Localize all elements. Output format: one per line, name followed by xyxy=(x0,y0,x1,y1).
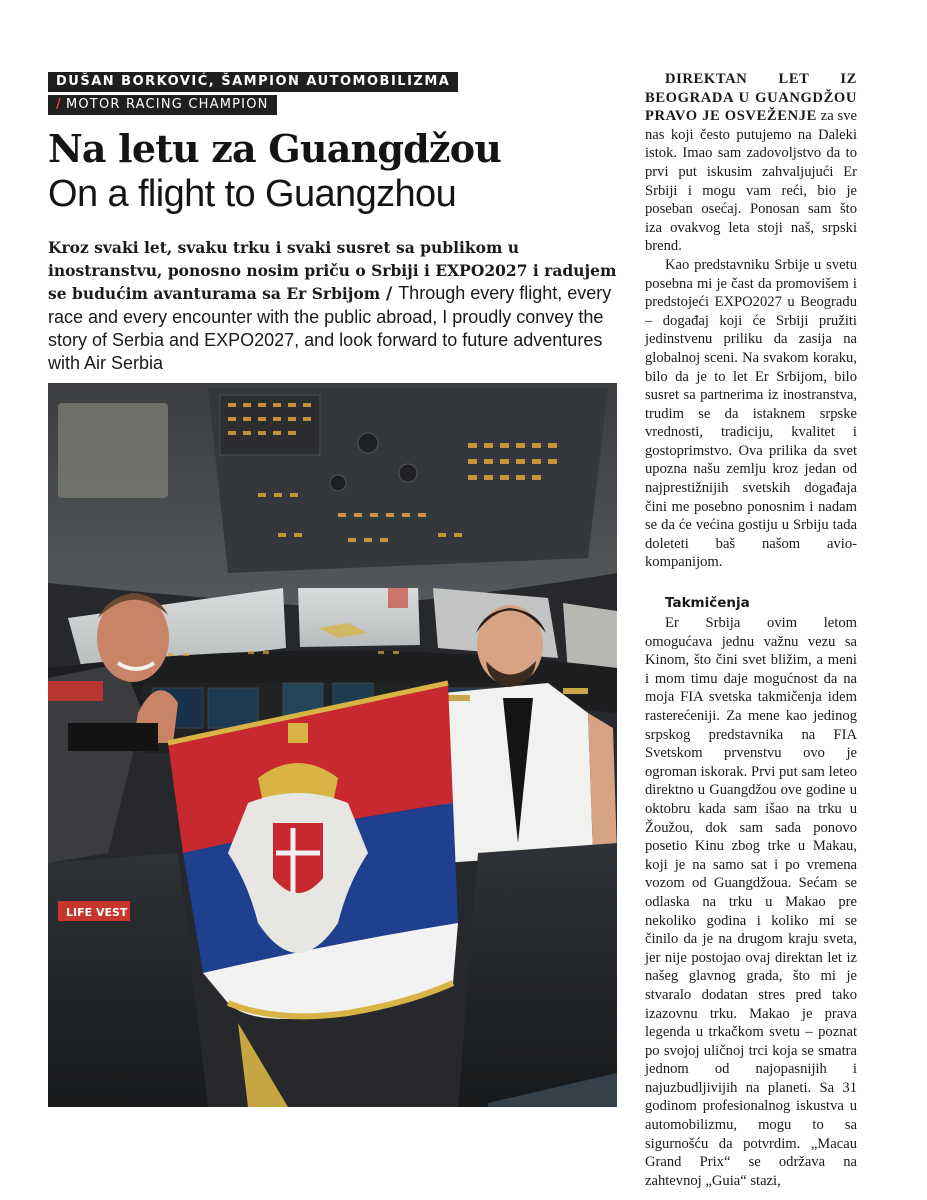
article-paragraph-1-text: za sve nas koji često putujemo na Daleki istok. Imao sam zadovoljstvo da to prvi put iskusim zahvaljujući Er Srbiji i mogu vam reći, bio je poseban osećaj. Ponosan sam što iza ovakvog leta stoji naš, srpski brend. xyxy=(645,108,857,255)
byline xyxy=(48,72,458,115)
cockpit-photo xyxy=(48,383,617,1107)
article-kicker: DIREKTAN LET IZ BEOGRADA U GUANGDŽOU PRAVO JE OSVEŽENJE xyxy=(645,71,857,125)
article-paragraph-3: Er Srbija ovim letom omogućava jednu važnu vezu sa Kinom, što čini svet bližim, a meni i mom timu daje mogućnost da na moja FIA svetska takmičenja idem rasterećeniji. Za mene kao jedinog srpskog predstavnika na FIA Svetskom prvenstvu ovo je ogroman iskorak. Prvi put sam leteo direktno u Guangdžou ove godine u oktobru kada sam išao na trku u Žoužou, dok sam sada ponovo posetio Kinu zbog trke u Makau, koji je na samo sat i po vremena vozom od Guangdžoua. Sećam se odlaska na trku u Makao pre nekoliko godina i koliko mi se činilo da je na drugom kraju sveta, jer nije postojao ovaj direktan let iz našeg glavnog grada, što mi je stvaralo dodatan stres pred tako izazovnu trku. Makao je prava legenda u trkačkom svetu – poznat po svojoj uličnoj trci koja se smatra jednom od najopasnijih i najuzbudljivijih na planeti. Sa 31 godinom profesionalnog iskustva u automobilizmu, mogu to sa sigurnošću da potvrdim. „Macau Grand Prix“ se održava na zahtevnoj „Guia“ stazi, xyxy=(645,615,857,1189)
lead-english: Through every flight, every race and every encounter with the public abroad, I proudly convey the story of Serbia and EXPO2027, and look forward to future adventures with Air Serbia xyxy=(48,283,612,373)
byline-tag-english-text: MOTOR RACING CHAMPION xyxy=(65,97,269,112)
headline-serbian: Na letu za Guangdžou xyxy=(48,126,502,171)
article-subheading: Takmičenja xyxy=(665,595,750,612)
life-vest-label: LIFE VEST xyxy=(66,906,128,919)
right-seat xyxy=(458,843,617,1107)
article-paragraph-1 xyxy=(645,70,857,256)
article-paragraph-2: Kao predstavniku Srbije u svetu posebna mi je čast da promovišem i predstojeći EXPO2027 u Beogradu – događaj koji će Srbiji pružiti jedinstvenu priliku da zasija na globalnoj sceni. Na svakom koraku, bilo da je to let Er Srbijom, bilo susret sa partnerima iz inostranstva, trudim se da istaknem srpske vrednosti, tradiciju, kvalitet i gostoprimstvo. Ova prilika da svet upozna našu zemlju kroz jedan od najprestižnijih svetskih događaja čini me posebno ponosnim i nadam se da će većina gostiju u Srbiju tada doleteti baš našom avio-kompanijom. xyxy=(645,256,857,571)
lead-serbian: Kroz svaki let, svaku trku i svaki susret sa publikom u inostranstvu, ponosno nosim priču o Srbiji i EXPO2027 i radujem se budućim avanturama sa Er Srbijom xyxy=(48,238,617,303)
lead-separator: / xyxy=(380,284,399,304)
byline-slash: / xyxy=(56,97,62,112)
side-window-upper xyxy=(58,403,168,498)
byline-tag-english xyxy=(48,95,277,115)
cockpit-illustration xyxy=(48,383,617,1107)
byline-tag-serbian: DUŠAN BORKOVIĆ, ŠAMPION AUTOMOBILIZMA xyxy=(48,72,458,92)
lead-paragraph xyxy=(48,236,626,375)
article-column xyxy=(645,70,857,1190)
serbian-flag xyxy=(168,683,458,1019)
headline-english: On a flight to Guangzhou xyxy=(48,173,457,215)
overhead-panel xyxy=(208,388,608,573)
